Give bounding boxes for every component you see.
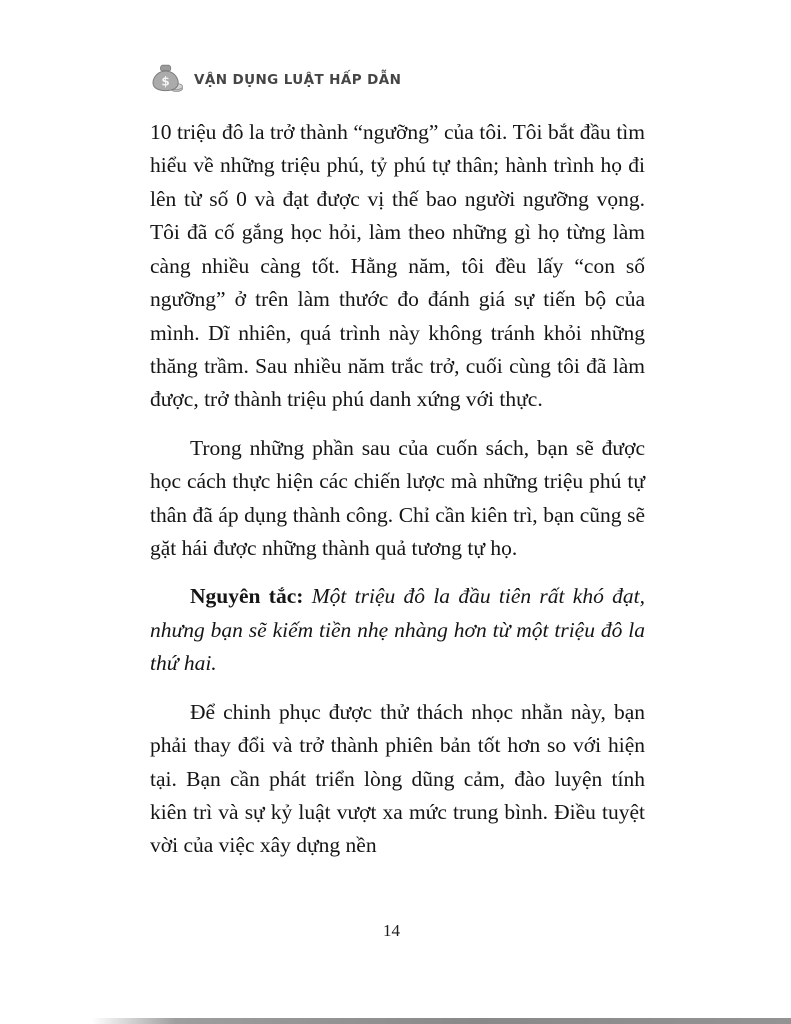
page-body: [150, 116, 645, 863]
principle-label: Nguyên tắc:: [190, 584, 304, 609]
page-header: [150, 64, 645, 92]
page-edge-shadow: [92, 1018, 791, 1024]
principle-paragraph: [150, 580, 645, 680]
paragraph: 10 triệu đô la trở thành “ngưỡng” của tôi. Tôi bắt đầu tìm hiểu về những triệu phú, tỷ phú tự thân; hành trình họ đi lên từ số 0 và đạt được vị thế bao người ngưỡng vọng. Tôi đã cố gắng học hỏi, làm theo những gì họ từng làm càng nhiều càng tốt. Hằng năm, tôi đều lấy “con số ngưỡng” ở trên làm thước đo đánh giá sự tiến bộ của mình. Dĩ nhiên, quá trình này không tránh khỏi những thăng trầm. Sau nhiều năm trắc trở, cuối cùng tôi đã làm được, trở thành triệu phú danh xứng với thực.: [150, 120, 645, 412]
money-bag-icon: [150, 64, 183, 92]
page-number: 14: [383, 921, 400, 940]
svg-text:$: $: [161, 74, 170, 89]
paragraph: Trong những phần sau của cuốn sách, bạn sẽ được học cách thực hiện các chiến lược mà những triệu phú tự thân đã áp dụng thành công. Chỉ cần kiên trì, bạn cũng sẽ gặt hái được những thành quả tương tự họ.: [150, 435, 645, 561]
paragraph: Để chinh phục được thử thách nhọc nhằn này, bạn phải thay đổi và trở thành phiên bản tốt hơn so với hiện tại. Bạn cần phát triển lòng dũng cảm, đào luyện tính kiên trì và sự kỷ luật vượt xa mức trung bình. Điều tuyệt vời của việc xây dựng nền: [150, 699, 645, 858]
principle-text: Một triệu đô la đầu tiên rất khó đạt, nhưng bạn sẽ kiếm tiền nhẹ nhàng hơn từ một triệu đô la thứ hai.: [150, 584, 645, 676]
running-head-title: VẬN DỤNG LUẬT HẤP DẪN: [194, 71, 402, 88]
